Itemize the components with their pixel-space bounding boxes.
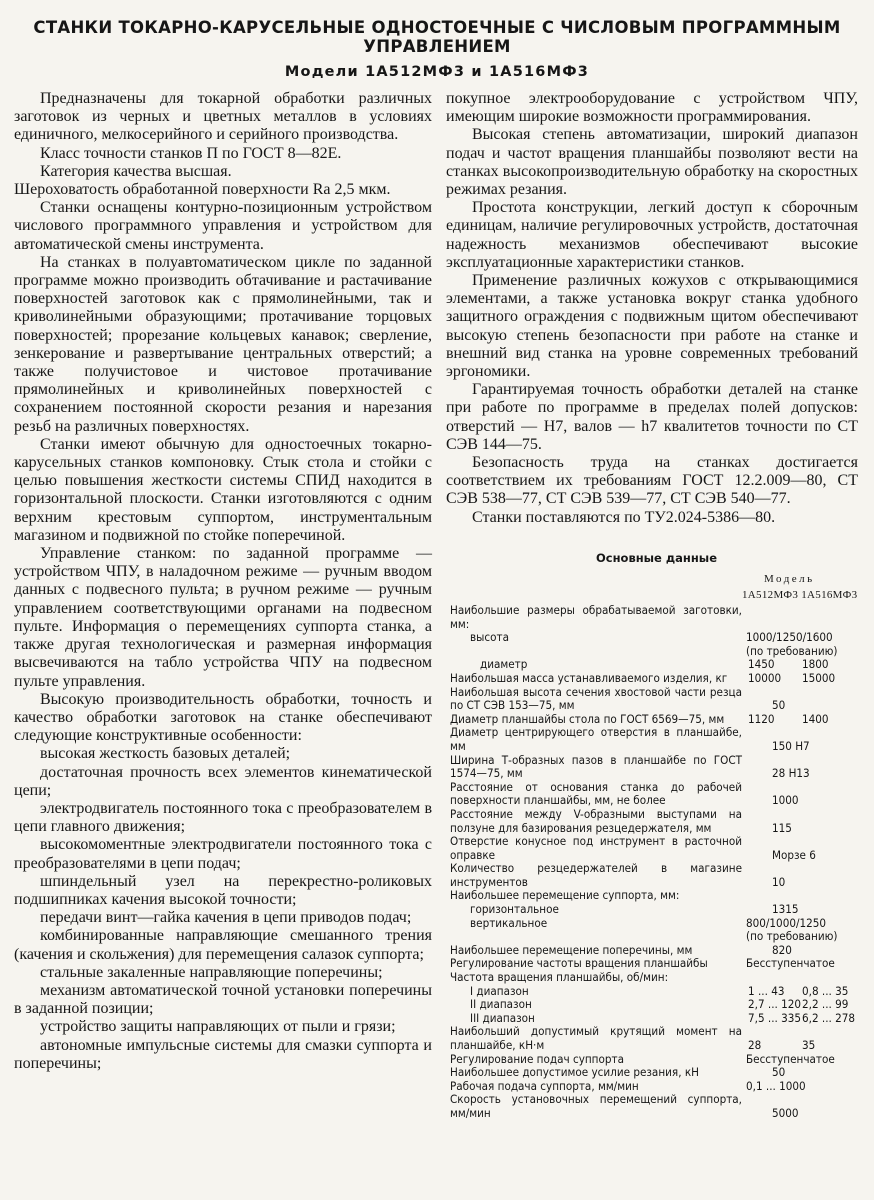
spec-row xyxy=(450,686,860,713)
spec-row xyxy=(450,658,860,672)
spec-label: Наибольший допустимый крутящий момент на планшайбе, кН·м xyxy=(450,1024,742,1052)
paragraph: Класс точности станков П по ГОСТ 8—82Е. xyxy=(40,144,342,162)
model-names: 1А512МФ3 1А516МФ3 xyxy=(742,589,858,601)
spec-row xyxy=(450,713,860,727)
spec-label: Частота вращения планшайбы, об/мин: xyxy=(450,970,669,985)
spec-value: 28 H13 xyxy=(772,766,810,781)
list-item: стальные закаленные направляющие поперечины; xyxy=(40,963,383,981)
list-item: комбинированные направляющие смешанного трения (качения и скольжения) для перемещения салазок суппорта; xyxy=(14,927,432,963)
spec-value: 1000 xyxy=(772,793,799,808)
list-item: достаточная прочность всех элементов кинематической цепи; xyxy=(14,763,432,799)
specs-title: Основные данные xyxy=(596,551,718,565)
spec-value: 2,2 ... 99 xyxy=(802,997,849,1012)
spec-row xyxy=(450,889,860,903)
left-column xyxy=(14,90,432,1073)
spec-value: (по требованию) xyxy=(746,643,838,658)
paragraph: Гарантируемая точность обработки деталей на станке при работе по программе в пределах полей допусков: отверстий — H7, валов — h7 квалитетов точности по СТ СЭВ 144—75. xyxy=(446,381,858,453)
list-item: покупное электрооборудование с устройством ЧПУ, имеющим широкие возможности программирования. xyxy=(446,90,858,126)
spec-row xyxy=(450,1093,860,1120)
spec-value: 50 xyxy=(772,698,786,713)
spec-value: (по требованию) xyxy=(746,929,838,944)
spec-label: вертикальное xyxy=(470,915,548,930)
spec-label: Наибольшее перемещение суппорта, мм: xyxy=(450,888,680,903)
spec-value: 10000 xyxy=(748,670,782,685)
spec-label: Отверстие конусное под инструмент в расточной оправке xyxy=(450,834,742,862)
spec-value: 28 xyxy=(748,1038,762,1052)
paragraph: Станки оснащены контурно-позиционным устройством числового программного управления и устройством для автоматической смены инструмента. xyxy=(14,199,432,253)
paragraph: Шероховатость обработанной поверхности Ra 2,5 мкм. xyxy=(14,181,391,199)
spec-value: 15000 xyxy=(802,670,836,685)
spec-label: Наибольшее перемещение поперечины, мм xyxy=(450,942,693,957)
document-subtitle: Модели 1А512МФ3 и 1А516МФ3 xyxy=(284,64,590,80)
spec-label: Диаметр центрирующего отверстия в планшайбе, мм xyxy=(450,725,742,753)
spec-value: 0,8 ... 35 xyxy=(802,983,849,998)
document-title: СТАНКИ ТОКАРНО-КАРУСЕЛЬНЫЕ ОДНОСТОЕЧНЫЕ С ЧИСЛОВЫМ ПРОГРАММНЫМ УПРАВЛЕНИЕМ xyxy=(33,18,841,56)
spec-value: 7,5 ... 335 xyxy=(748,1010,802,1025)
spec-row xyxy=(450,835,860,862)
spec-label: Расстояние от основания станка до рабочей поверхности планшайбы, мм, не более xyxy=(450,779,742,808)
spec-value: 1120 xyxy=(748,711,775,726)
spec-row xyxy=(450,998,860,1012)
spec-row xyxy=(450,862,860,889)
paragraph: Простота конструкции, легкий доступ к сборочным единицам, наличие регулировочных устройств, достаточная надежность механизмов обеспечивают высокие эксплуатационные характеристики станков. xyxy=(446,199,858,271)
spec-value: 5000 xyxy=(772,1105,799,1120)
model-header: Модель xyxy=(764,573,815,585)
spec-row xyxy=(450,1080,860,1094)
specs-table xyxy=(450,604,860,1121)
spec-row xyxy=(450,754,860,781)
spec-value: 1800 xyxy=(802,657,829,672)
paragraph: Применение различных кожухов с открывающимися элементами, а также установка вокруг станка удобного защитного ограждения с подвижным щитом обеспечивают высокую степень безопасности при работе на станке и внешний вид станка на уровне современных требований эргономики. xyxy=(446,272,858,381)
spec-label: горизонтальное xyxy=(470,902,559,917)
spec-row xyxy=(450,808,860,835)
paragraph: Категория качества высшая. xyxy=(40,162,232,180)
spec-label: I диапазон xyxy=(470,983,529,998)
spec-label: Наибольшая масса устанавливаемого изделия, кг xyxy=(450,670,728,685)
spec-value: 35 xyxy=(802,1038,816,1052)
spec-value: 1400 xyxy=(802,711,829,726)
spec-value: 2,7 ... 120 xyxy=(748,997,802,1012)
spec-label: диаметр xyxy=(480,657,528,672)
spec-label: Скорость установочных перемещений суппорта, мм/мин xyxy=(450,1092,742,1120)
spec-value: 1 ... 43 xyxy=(748,983,785,998)
spec-label: Диаметр планшайбы стола по ГОСТ 6569—75, мм xyxy=(450,711,725,726)
spec-value: Морзе 6 xyxy=(772,847,816,862)
list-item: механизм автоматической точной установки поперечины в заданной позиции; xyxy=(14,981,432,1018)
spec-row xyxy=(450,1025,860,1052)
spec-row xyxy=(450,1066,860,1080)
list-item: электродвигатель постоянного тока с преобразователем в цепи главного движения; xyxy=(14,799,432,836)
spec-value: 0,1 ... 1000 xyxy=(746,1078,806,1093)
spec-label: высота xyxy=(470,630,509,645)
spec-value: 1000/1250/1600 xyxy=(746,630,833,645)
spec-label: Количество резцедержателей в магазине инструментов xyxy=(450,861,742,889)
list-item: шпиндельный узел на перекрестно-роликовых подшипниках качения высокой точности; xyxy=(14,872,432,908)
spec-row xyxy=(450,672,860,686)
list-item: устройство защиты направляющих от пыли и грязи; xyxy=(40,1018,396,1036)
spec-value: Бесступенчатое xyxy=(746,956,835,971)
spec-row xyxy=(450,971,860,985)
spec-value: 820 xyxy=(772,942,792,957)
spec-row xyxy=(450,604,860,631)
spec-row xyxy=(450,781,860,808)
list-item: передачи винт—гайка качения в цепи приводов подач; xyxy=(40,909,412,927)
spec-row xyxy=(450,917,860,931)
spec-label: Регулирование частоты вращения планшайбы xyxy=(450,956,708,971)
spec-row xyxy=(450,631,860,645)
paragraph: Управление станком: по заданной программе — устройством ЧПУ, в наладочном режиме — ручным вводом данных с подвесного пульта; в ручном режиме — ручным управлением соответствующими органами на подвесном пульте. Информация о перемещениях суппорта станка, а также другая технологическая и размерная информация высвечиваются на табло устройства ЧПУ на подвесном пульте управления. xyxy=(14,545,432,690)
spec-value: 115 xyxy=(772,820,792,835)
paragraph: Высокая степень автоматизации, широкий диапазон подач и частот вращения планшайбы позволяют вести на станках высокопроизводительную обработку на скоростных режимах резания. xyxy=(446,126,858,199)
spec-label: Расстояние между V-образными выступами на ползуне для базирования резцедержателя, мм xyxy=(450,806,742,835)
spec-label: Наибольшее допустимое усилие резания, кН xyxy=(450,1065,699,1080)
spec-row xyxy=(450,957,860,971)
spec-value: 1315 xyxy=(772,902,799,917)
spec-value: 50 xyxy=(772,1065,786,1080)
list-item: высокомоментные электродвигатели постоянного тока с преобразователями в цепи подач; xyxy=(14,836,432,872)
spec-row xyxy=(450,1053,860,1067)
spec-row xyxy=(450,1012,860,1026)
spec-value: 1450 xyxy=(748,657,775,672)
paragraph: Безопасность труда на станках достигается соответствием их требованиям ГОСТ 12.2.009—80, СТ СЭВ 538—77, СТ СЭВ 539—77, СТ СЭВ 540—77. xyxy=(446,454,858,508)
list-item: высокая жесткость базовых деталей; xyxy=(40,745,291,763)
spec-row xyxy=(450,985,860,999)
spec-row xyxy=(450,726,860,753)
spec-value: 10 xyxy=(772,874,786,889)
spec-label: Ширина Т-образных пазов в планшайбе по ГОСТ 1574—75, мм xyxy=(450,752,742,781)
spec-label: Рабочая подача суппорта, мм/мин xyxy=(450,1078,639,1093)
spec-value: 800/1000/1250 xyxy=(746,915,827,930)
paragraph: На станках в полуавтоматическом цикле по заданной программе можно производить обтачивание и растачивание поверхностей заготовок как с прямолинейными, так и криволинейными образующими; протачивание торцовых поверхностей; прорезание кольцевых канавок; сверление, зенкерование и развертывание центральных отверстий; а также получистовое и чистовое протачивание прямолинейных и криволинейных поверхностей с сохранением постоянной скорости резания и нарезания резьб на различных поверхностях. xyxy=(14,253,432,435)
paragraph: Станки имеют обычную для одностоечных токарно-карусельных станков компоновку. Стык стола и стойки с целью повышения жесткости системы СПИД находится в горизонтальной плоскости. Станки изготовляются с одним верхним крестовым суппортом, инструментальным магазином и подвижной по стойке поперечиной. xyxy=(14,435,432,544)
paragraph: Предназначены для токарной обработки различных заготовок из черных и цветных металлов в условиях единичного, мелкосерийного и серийного производства. xyxy=(14,90,432,144)
spec-label: II диапазон xyxy=(470,997,532,1012)
spec-label: Наибольшая высота сечения хвостовой части резца по СТ СЭВ 153—75, мм xyxy=(450,684,742,713)
spec-label: III диапазон xyxy=(470,1010,535,1025)
spec-row xyxy=(450,645,860,659)
paragraph: Высокую производительность обработки, точность и качество обработки заготовок на станке обеспечивают следующие конструктивные особенности: xyxy=(14,690,432,745)
list-item: автономные импульсные системы для смазки суппорта и поперечины; xyxy=(14,1036,432,1072)
spec-row xyxy=(450,903,860,917)
spec-value: 6,2 ... 278 xyxy=(802,1010,856,1025)
paragraph: Станки поставляются по ТУ2.024-5386—80. xyxy=(472,508,776,526)
spec-label: Наибольшие размеры обрабатываемой заготовки, мм: xyxy=(450,603,742,631)
spec-value: 150 H7 xyxy=(772,738,810,753)
spec-value: Бесступенчатое xyxy=(746,1051,835,1066)
spec-row xyxy=(450,944,860,958)
spec-label: Регулирование подач суппорта xyxy=(450,1051,624,1066)
right-column xyxy=(446,90,858,527)
spec-row xyxy=(450,930,860,944)
